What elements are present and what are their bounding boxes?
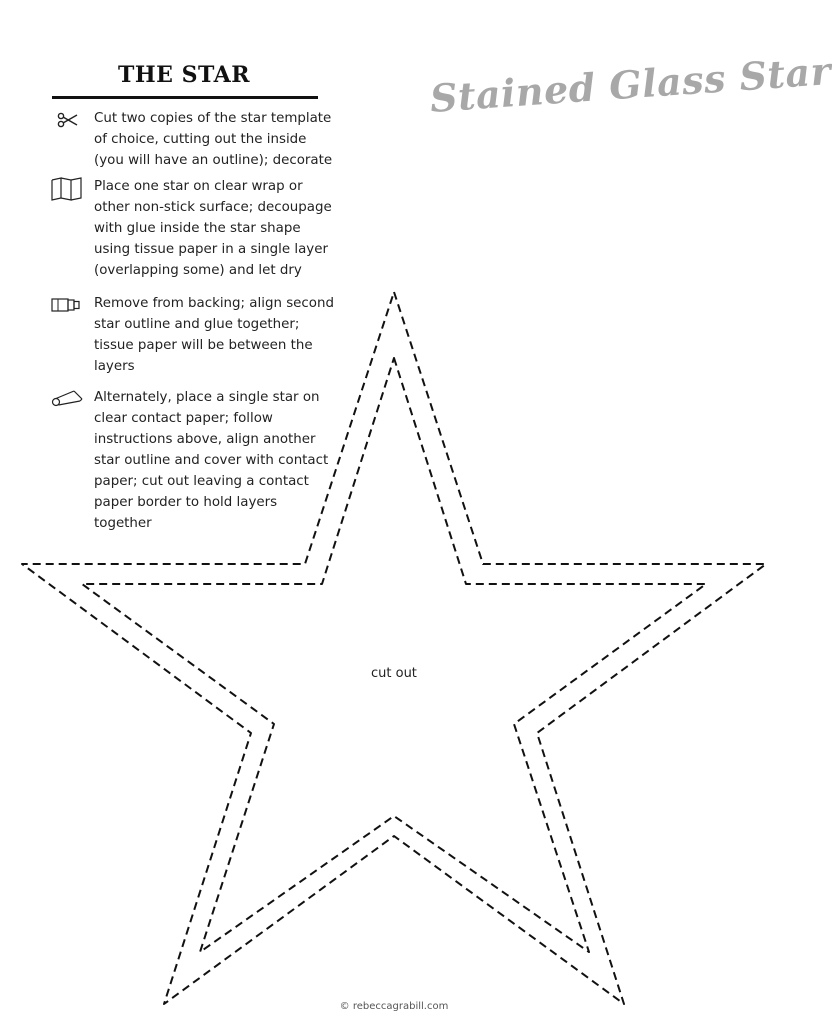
folded-paper-icon (50, 176, 84, 200)
footer-copyright: © rebeccagrabill.com (339, 1001, 449, 1012)
step-text: Place one star on clear wrap or other non-stick surface; decoupage with glue inside the star shape using tissue paper in a single layer (overlapping some) and let dry (94, 179, 332, 278)
page-title: Stained Glass Star (428, 48, 832, 121)
step-text: Alternately, place a single star on clear contact paper; follow instructions above, align another star outline and cover with contact paper; cut out leaving a contact paper border to hold layers together (94, 390, 329, 531)
glue-stick-icon (50, 293, 84, 317)
heading-underline (52, 96, 318, 99)
instruction-step-4 (50, 387, 340, 535)
scissors-icon (50, 108, 84, 132)
step-text: Cut two copies of the star template of choice, cutting out the inside (you will have an outline); decorate (94, 111, 333, 168)
instruction-step-2 (50, 176, 340, 280)
section-heading: THE STAR (118, 62, 250, 88)
instruction-step-1 (50, 108, 340, 170)
paper-roll-icon (50, 387, 84, 411)
instruction-step-3 (50, 293, 340, 377)
cut-out-label: cut out (371, 666, 417, 681)
step-text: Remove from backing; align second star outline and glue together; tissue paper will be between the layers (94, 296, 334, 374)
